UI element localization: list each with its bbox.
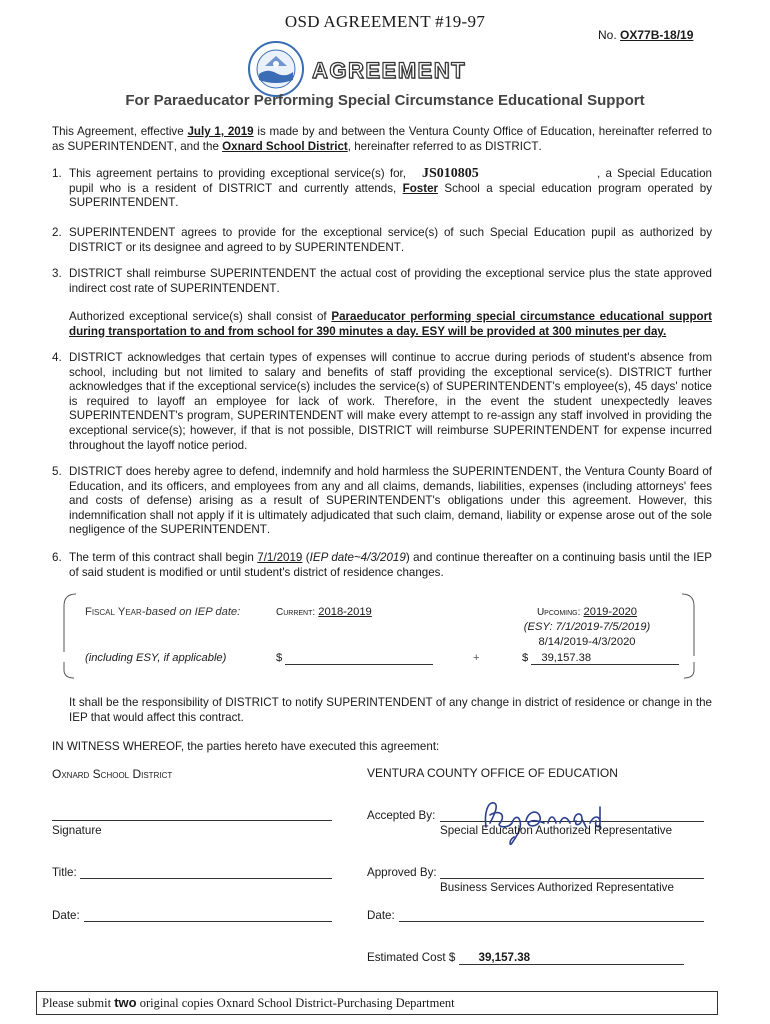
approved-rep-title: Business Services Authorized Representative bbox=[440, 881, 674, 894]
title-label: Title: bbox=[52, 866, 77, 879]
accepted-by-label: Accepted By: bbox=[367, 809, 436, 822]
fiscal-year-label: Fiscal Year-based on IEP date: bbox=[85, 606, 241, 618]
clause-4: 4. DISTRICT acknowledges that certain types of expenses will continue to accrue during periods of student's absence from school, including but not limited to salary and benefits of staff providing the exceptional service(s). DISTRICT further acknowledges that if the exceptional service(s) includes the service(s) of SUPERINTENDENT's employee(s), 45 days' notice is required to layoff an employee for lack of work. Therefore, in the event the student unexpectedly leaves SUPERINTENDENT's program, SUPERINTENDENT will make every attempt to re-assign any staff involved in providing the exceptional service(s); however, if that is not possible, DISTRICT will reimburse SUPERINTENDENT for expense incurred throughout the layoff notice period. bbox=[52, 351, 713, 452]
intro-paragraph: This Agreement, effective July 1, 2019 is made by and between the Ventura County Office of Education, hereinafter referred to as SUPERINTENDENT, and the Oxnard School District, hereinafter referred to as DISTRICT. bbox=[52, 125, 712, 153]
document-reference-title: OSD AGREEMENT #19-97 bbox=[284, 12, 486, 31]
current-year: Current: 2018-2019 bbox=[276, 606, 372, 618]
date-field-left[interactable] bbox=[84, 921, 332, 922]
upcoming-year: Upcoming: 2019-2020 bbox=[536, 606, 638, 618]
signature-label: Signature bbox=[52, 824, 102, 837]
approved-by-label: Approved By: bbox=[367, 866, 437, 879]
current-amount: $ bbox=[276, 652, 433, 665]
services-description: Paraeducator performing special circumstance educational support during transportation to and from school for 390 minutes a day. ESY will be provided at 300 minutes per day. bbox=[69, 310, 712, 338]
handwritten-signature bbox=[478, 793, 638, 849]
clause-5: 5. DISTRICT does hereby agree to defend, indemnify and hold harmless the SUPERINTENDENT, the Ventura County Board of Education, and its officers, and employees from any and all claims, demands, liabilities, expenses (including attorneys' fees and costs of defense) arising as a result of SUPERINTENDENT's obligations under this agreement. However, this indemnification shall not apply if it is ultimately adjudicated that such claim, demand, liability or expense arose out of the sole negligence of the SUPERINTENDENT. bbox=[52, 465, 713, 537]
estimated-cost-value: 39,157.38 bbox=[459, 951, 684, 965]
service-date-range: 8/14/2019-4/3/2020 bbox=[538, 636, 636, 648]
agreement-subtitle: For Paraeducator Performing Special Circumstance Educational Support bbox=[125, 92, 645, 109]
approved-by-line[interactable] bbox=[440, 878, 704, 879]
clause-6: 6. The term of this contract shall begin 7/1/2019 (IEP date~4/3/2019) and continue thereafter on a continuing basis until the IEP of said student is modified or until student's district of residence changes. bbox=[52, 551, 712, 579]
date-field-right[interactable] bbox=[399, 921, 704, 922]
esy-note: (including ESY, if applicable) bbox=[85, 652, 227, 664]
student-id: JS010805 bbox=[422, 166, 479, 181]
signature-line[interactable] bbox=[52, 820, 332, 821]
accepted-rep-title: Special Education Authorized Representative bbox=[440, 824, 673, 837]
date-label-left: Date: bbox=[52, 909, 80, 922]
notify-paragraph: It shall be the responsibility of DISTRICT to notify SUPERINTENDENT of any change in district of residence or change in the IEP that would affect this contract. bbox=[69, 696, 713, 724]
footer-instructions: Please submit two original copies Oxnard School District-Purchasing Department bbox=[42, 995, 455, 1010]
clause-2: 2. SUPERINTENDENT agrees to provide for the exceptional service(s) of such Special Education pupil as authorized by DISTRICT or its designee and agreed to by SUPERINTENDENT. bbox=[52, 226, 712, 254]
county-seal-logo bbox=[247, 40, 305, 98]
date-label-right: Date: bbox=[367, 909, 395, 922]
right-party-name: VENTURA COUNTY OFFICE OF EDUCATION bbox=[367, 766, 618, 780]
title-field[interactable] bbox=[80, 878, 332, 879]
clause-1: 1. This agreement pertains to providing exceptional service(s) for, JS010805 , a Special Education pupil who is a resident of DISTRICT and currently attends, Foster School a special education program operated by SUPERINTENDENT. bbox=[52, 166, 713, 210]
witness-statement: IN WITNESS WHEREOF, the parties hereto have executed this agreement: bbox=[52, 740, 440, 753]
estimated-cost: Estimated Cost $ 39,157.38 bbox=[367, 951, 684, 965]
document-number: No. OX77B-18/19 bbox=[598, 28, 694, 42]
upcoming-amount: $ 39,157.38 bbox=[522, 652, 679, 665]
esy-dates: (ESY: 7/1/2019-7/5/2019) bbox=[523, 621, 651, 633]
authorized-services: Authorized exceptional service(s) shall consist of Paraeducator performing special circumstance educational support during transportation to and from school for 390 minutes a day. ESY will be provided at 300 minutes per day. bbox=[69, 310, 712, 338]
agreement-heading: AGREEMENT bbox=[312, 58, 467, 83]
plus-sign: + bbox=[473, 652, 480, 664]
left-party-name: Oxnard School District bbox=[52, 767, 173, 781]
clause-3: 3. DISTRICT shall reimburse SUPERINTENDENT the actual cost of providing the exceptional service plus the state approved indirect cost rate of SUPERINTENDENT. bbox=[52, 267, 712, 295]
